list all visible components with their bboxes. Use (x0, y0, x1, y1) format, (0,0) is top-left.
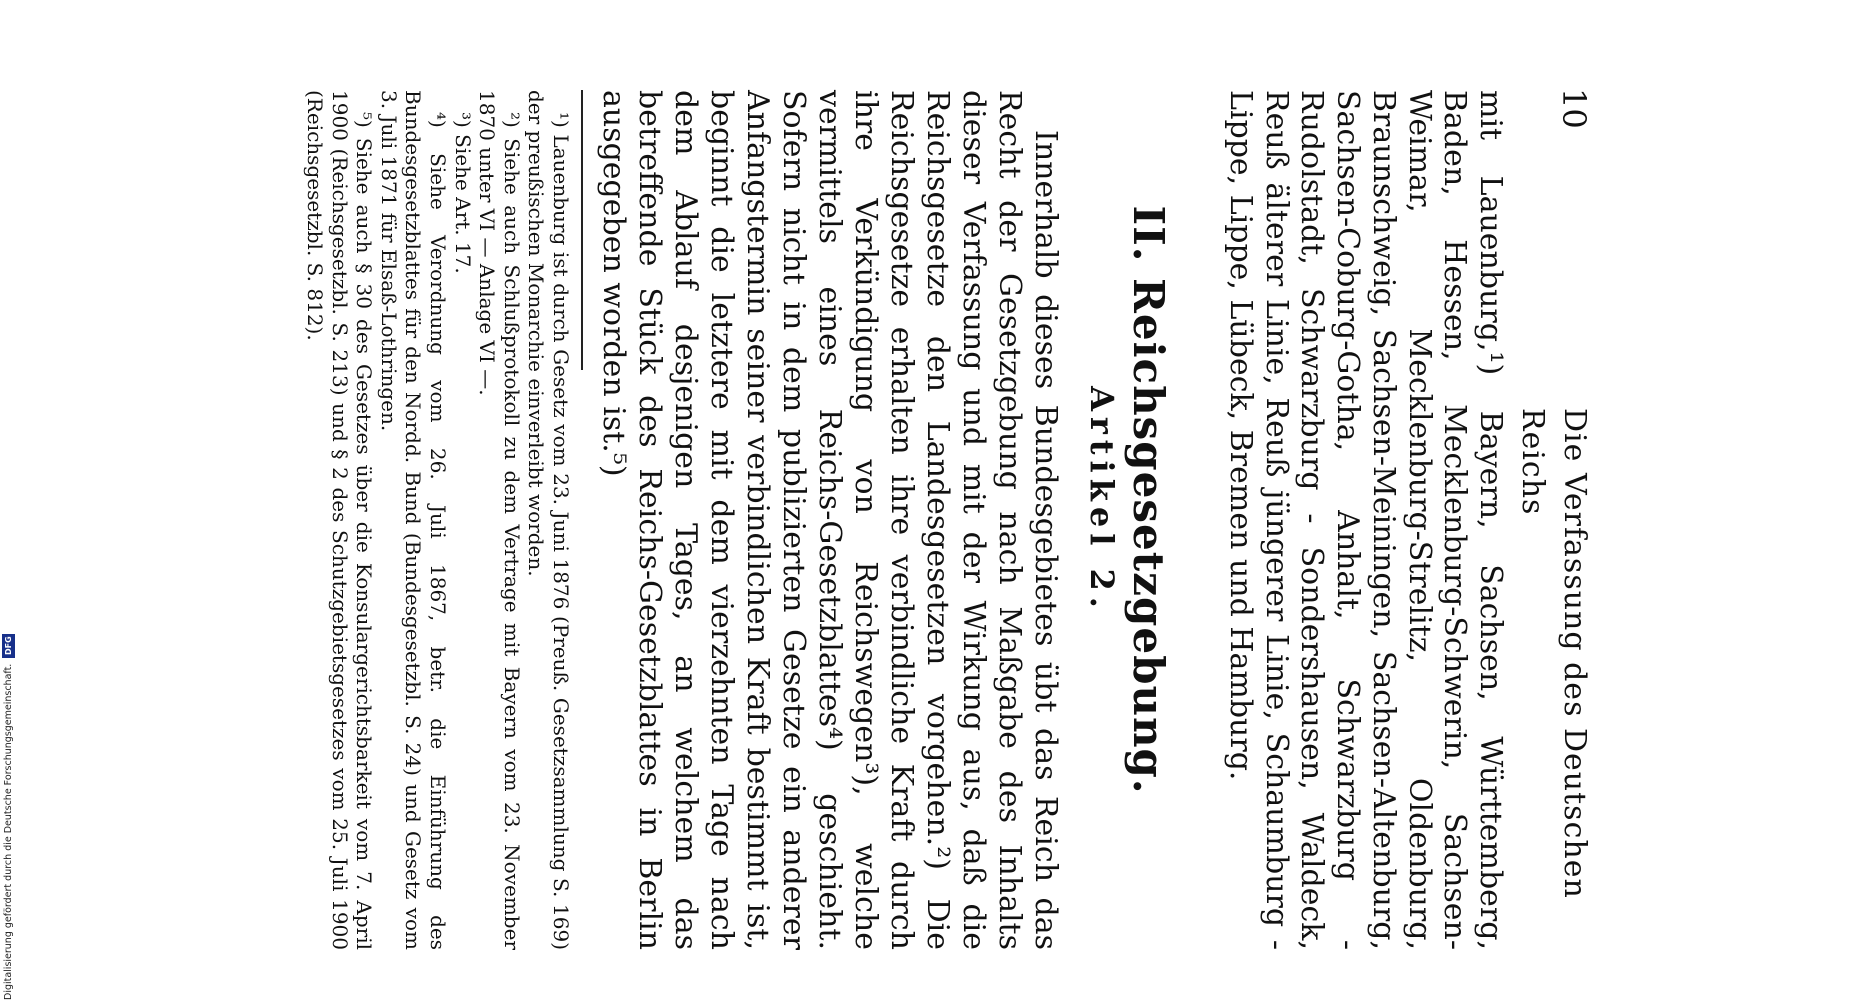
article-body: Innerhalb dieses Bundesgebietes übt das Reich das Recht der Gesetzgebung nach Maßgabe des Inhalts dieser Verfassung und mit der Wirkung aus, daß die Reichsgesetze den Landesgesetzen vorgehen.²) Die Reichsgesetze erhalten ihre verbindliche Kraft durch ihre Verkündigung von Reichswegen³), welche vermittels eines Reichs-Gesetzblattes⁴) geschieht. Sofern nicht in dem publizierten Gesetze ein anderer Anfangstermin seiner verbindlichen Kraft bestimmt ist, beginnt die letztere mit dem vierzehnten Tage nach dem Ablauf desjenigen Tages, an welchem das betreffende Stück des Reichs-Gesetzblattes in Berlin ausgegeben worden ist.⁵) (596, 90, 1063, 950)
section-title: II. Reichsgesetzgebung. (1124, 205, 1173, 795)
footnote-3: ³) Siehe Art. 17. (450, 112, 475, 274)
running-title: Die Verfassung des Deutschen Reichs (1515, 408, 1592, 899)
article-title: Artikel 2. (1083, 386, 1121, 614)
digitization-credit (0, 610, 18, 1000)
footnotes (302, 90, 573, 950)
page-number: 10 (1555, 88, 1593, 129)
footnote-1: ¹) Lauenburg ist durch Gesetz vom 23. Juni 1876 (Preuß. Gesetzsammlung S. 169) der preußischen Monarchie einverleibt worden. (524, 90, 573, 950)
footnote-5: ⁵) Siehe auch § 30 des Gesetzes über die Konsulargerichtsbarkeit vom 7. April 1900 (Reichsgesetzbl. S. 213) und § 2 des Schutzgebietsgesetzes vom 25. Juli 1900 (Reichsgesetzbl. S. 812). (303, 90, 377, 950)
footnote-2: ²) Siehe auch Schlußprotokoll zu dem Vertrage mit Bayern vom 23. November 1870 unter VI — Anlage VI —. (475, 90, 524, 950)
credit-text: Digitalisierung gefördert durch die Deutsche Forschungsgemeinschaft. (3, 663, 14, 1000)
dfg-logo-icon: DFG (2, 634, 15, 658)
footnote-divider (581, 90, 583, 370)
intro-paragraph: mit Lauenburg,¹) Bayern, Sachsen, Württemberg, Baden, Hessen, Mecklenburg-Schwerin, Sachsen-Weimar, Mecklenburg-Strelitz, Oldenburg, Braunschweig, Sachsen-Meiningen, Sachsen-Altenburg, Sachsen-Coburg-Gotha, Anhalt, Schwarzburg - Rudolstadt, Schwarzburg - Sondershausen, Waldeck, Reuß älterer Linie, Reuß jüngerer Linie, Schaumburg - Lippe, Lippe, Lübeck, Bremen und Hamburg. (1223, 90, 1508, 950)
footnote-4: ⁴) Siehe Verordnung vom 26. Juli 1867, betr. die Einführung des Bundesgesetzblattes für den Nordd. Bund (Bundesgesetzbl. S. 24) und Gesetz vom 3. Juli 1871 für Elsaß-Lothringen. (376, 90, 451, 950)
